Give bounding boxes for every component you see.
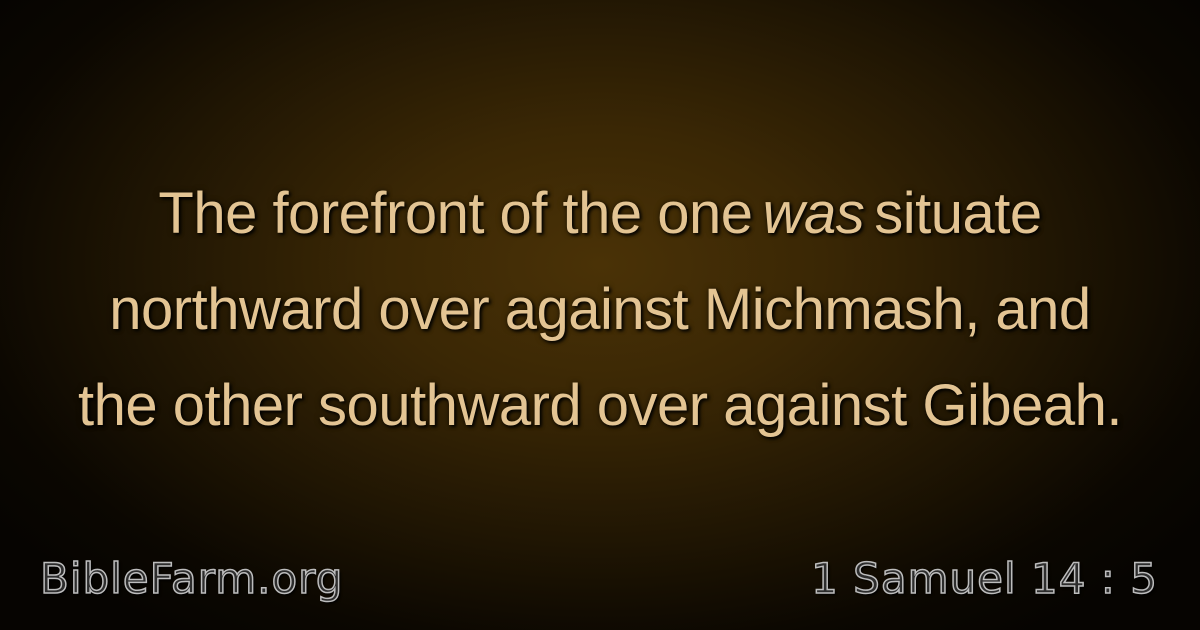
verse-text [20,166,1180,454]
verse-line-1-italic: was [762,181,865,246]
site-name: BibleFarm.org [40,554,344,603]
verse-line-1 [20,166,1180,262]
verse-line-1-start: The forefront of the one [158,181,753,246]
verse-line-3: the other southward over against Gibeah. [78,373,1122,438]
verse-reference: 1 Samuel 14 : 5 [811,554,1158,603]
verse-line-1-end: situate [874,181,1042,246]
verse-line-2: northward over against Michmash, and [109,277,1091,342]
